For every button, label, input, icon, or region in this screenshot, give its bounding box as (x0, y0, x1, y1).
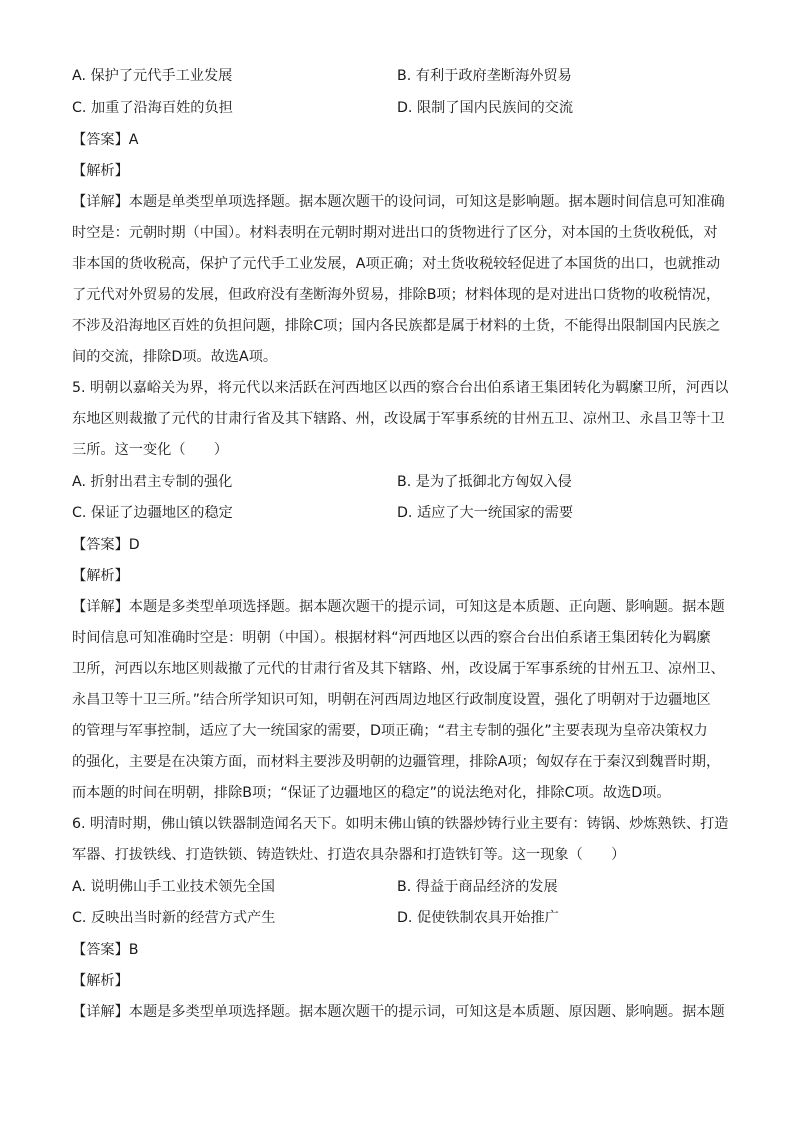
q4-option-c: C. 加重了沿海百姓的负担 (72, 100, 233, 116)
q5-detail-line: 时间信息可知准确时空是：明朝（中国）。根据材料“河西地区以西的察合台出伯系诸王集团转化为羁縻 (72, 630, 711, 646)
q6-option-b: B. 得益于商品经济的发展 (397, 879, 558, 895)
q4-option-d: D. 限制了国内民族间的交流 (397, 100, 574, 116)
q5-answer: 【答案】D (72, 537, 140, 553)
q5-option-a: A. 折射出君主专制的强化 (72, 474, 233, 490)
q5-detail-line: 【详解】本题是多类型单项选择题。据本题次题干的提示词，可知这是本质题、正向题、影响题。据本题 (72, 599, 725, 615)
q5-option-c: C. 保证了边疆地区的稳定 (72, 505, 233, 521)
q6-answer: 【答案】B (72, 942, 139, 958)
q4-detail-line: 了元代对外贸易的发展，但政府没有垄断海外贸易，排除B项；材料体现的是对进出口货物的收税情况， (72, 287, 721, 303)
q4-detail-line: 间的交流，排除D项。故选A项。 (72, 349, 278, 365)
q5-option-b: B. 是为了抵御北方匈奴入侵 (397, 474, 572, 490)
q5-stem-line: 5. 明朝以嘉峪关为界，将元代以来活跃在河西地区以西的察合台出伯系诸王集团转化为羁縻卫所，河西以 (72, 380, 729, 396)
q4-analysis-label: 【解析】 (72, 163, 129, 179)
q4-detail-line: 时空是：元朝时期（中国）。材料表明在元朝时期对进出口的货物进行了区分，对本国的土货收税低，对 (72, 225, 718, 241)
q6-option-c: C. 反映出当时新的经营方式产生 (72, 910, 276, 926)
q5-detail-line: 的管理与军事控制，适应了大一统国家的需要，D项正确；“君主专制的强化”主要表现为皇帝决策权力 (72, 723, 708, 739)
q5-detail-line: 卫所，河西以东地区则裁撤了元代的甘肃行省及其下辖路、州，改设属于军事系统的甘州五卫、凉州卫、 (72, 661, 725, 677)
q5-analysis-label: 【解析】 (72, 568, 129, 584)
q4-option-a: A. 保护了元代手工业发展 (72, 68, 233, 84)
q4-answer: 【答案】A (72, 132, 139, 148)
q6-stem-line: 军器、打拔铁线、打造铁锁、铸造铁灶、打造农具杂器和打造铁钉等。这一现象（ ） (72, 847, 626, 863)
q5-stem-line: 东地区则裁撤了元代的甘肃行省及其下辖路、州，改设属于军事系统的甘州五卫、凉州卫、永昌卫等十卫 (72, 411, 725, 427)
q5-detail-line: 永昌卫等十卫三所。”结合所学知识可知，明朝在河西周边地区行政制度设置，强化了明朝对于边疆地区 (72, 692, 711, 708)
q4-option-b: B. 有利于政府垄断海外贸易 (397, 68, 572, 84)
q6-stem-line: 6. 明清时期，佛山镇以铁器制造闻名天下。如明末佛山镇的铁器炒铸行业主要有：铸锅、炒炼熟铁、打造 (72, 816, 729, 832)
q6-analysis-label: 【解析】 (72, 973, 129, 989)
q5-stem-line: 三所。这一变化（ ） (72, 442, 229, 458)
q5-option-d: D. 适应了大一统国家的需要 (397, 505, 574, 521)
q4-detail-line: 不涉及沿海地区百姓的负担问题，排除C项；国内各民族都是属于材料的土货，不能得出限制国内民族之 (72, 318, 721, 334)
q6-detail-line: 【详解】本题是多类型单项选择题。据本题次题干的提示词，可知这是本质题、原因题、影响题。据本题 (72, 1004, 725, 1020)
q6-option-d: D. 促使铁制农具开始推广 (397, 910, 559, 926)
q4-detail-line: 【详解】本题是单类型单项选择题。据本题次题干的设问词，可知这是影响题。据本题时间信息可知准确 (72, 194, 725, 210)
q5-detail-line: 而本题的时间在明朝，排除B项；“保证了边疆地区的稳定”的说法绝对化，排除C项。故选D项。 (72, 785, 671, 801)
q4-detail-line: 非本国的货收税高，保护了元代手工业发展，A项正确；对土货收税较轻促进了本国货的出口，也就推动 (72, 256, 721, 272)
q5-detail-line: 的强化，主要是在决策方面，而材料主要涉及明朝的边疆管理，排除A项；匈奴存在于秦汉到魏晋时期， (72, 754, 721, 770)
q6-option-a: A. 说明佛山手工业技术领先全国 (72, 879, 275, 895)
